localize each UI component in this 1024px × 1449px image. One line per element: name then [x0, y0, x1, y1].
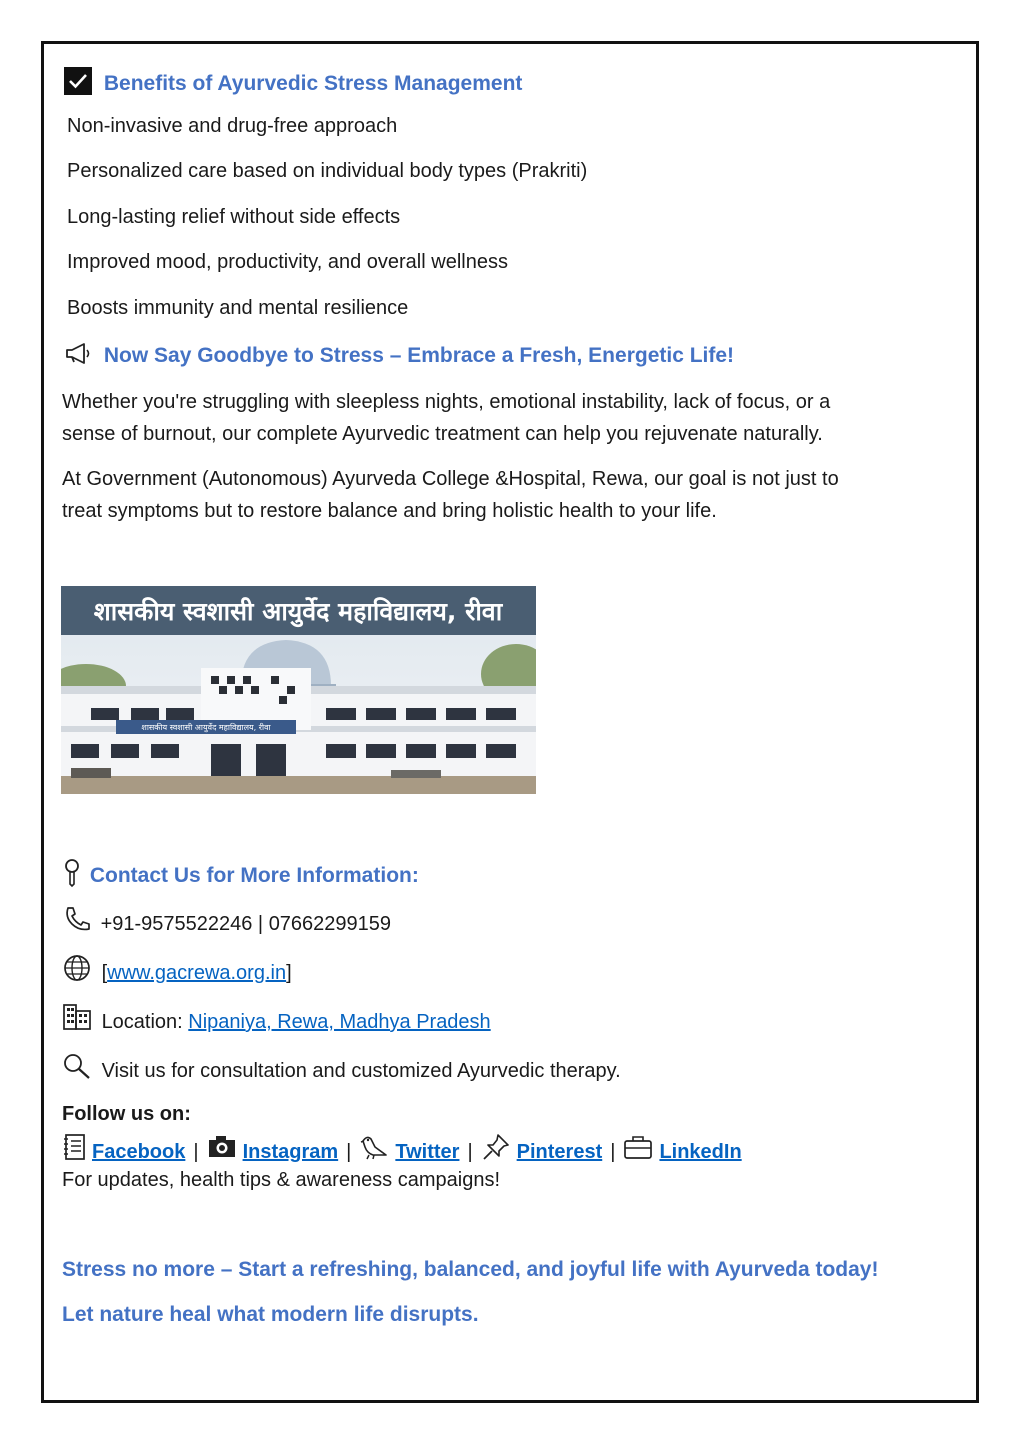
briefcase-icon [623, 1134, 653, 1170]
visit-text: Visit us for consultation and customized Ayurvedic therapy. [101, 1060, 621, 1082]
college-photo [61, 586, 536, 794]
closing-line-1: Stress no more – Start a refreshing, balanced, and joyful life with Ayurveda today! [62, 1258, 879, 1281]
goodbye-paragraph-2-line-1: At Government (Autonomous) Ayurveda College &Hospital, Rewa, our goal is not just to [62, 468, 839, 490]
contact-heading-row [62, 858, 419, 894]
photo-sign-text: शासकीय स्वशासी आयुर्वेद महाविद्यालय, रीवा [141, 723, 271, 732]
pinterest-link[interactable]: Pinterest [516, 1141, 603, 1163]
website-bracket-close: ] [286, 962, 292, 984]
facebook-link[interactable]: Facebook [92, 1141, 186, 1163]
website-row [62, 954, 292, 992]
goodbye-paragraph-1-line-2: sense of burnout, our complete Ayurvedic treatment can help you rejuvenate naturally. [62, 423, 823, 445]
photo-banner-text: शासकीय स्वशासी आयुर्वेद महाविद्यालय, रीवा [93, 597, 503, 626]
closing-line-2: Let nature heal what modern life disrupts. [62, 1303, 479, 1326]
phone-row [62, 905, 391, 943]
benefit-item: Personalized care based on individual body types (Prakriti) [67, 160, 588, 182]
follow-tagline: For updates, health tips & awareness campaigns! [62, 1169, 501, 1191]
goodbye-heading-row [64, 341, 734, 371]
magnifier-icon [62, 1052, 92, 1090]
separator: | [193, 1141, 199, 1163]
pin-icon [62, 858, 82, 894]
twitter-link[interactable]: Twitter [395, 1141, 460, 1163]
goodbye-paragraph-2-line-2: treat symptoms but to restore balance and bring holistic health to your life. [62, 500, 717, 522]
phone-numbers: +91-9575522246 | 07662299159 [100, 913, 392, 935]
benefit-item: Long-lasting relief without side effects [67, 206, 401, 228]
separator: | [610, 1141, 616, 1163]
location-row [62, 1003, 491, 1041]
contact-heading: Contact Us for More Information: [89, 864, 419, 887]
linkedin-link[interactable]: LinkedIn [659, 1141, 742, 1163]
building-icon [62, 1003, 92, 1041]
megaphone-icon [64, 341, 94, 371]
location-label: Location: [101, 1011, 189, 1033]
instagram-link[interactable]: Instagram [242, 1141, 339, 1163]
phone-icon [62, 905, 92, 943]
separator: | [467, 1141, 473, 1163]
visit-row [62, 1052, 621, 1090]
benefit-item: Improved mood, productivity, and overall wellness [67, 251, 508, 273]
website-link[interactable]: www.gacrewa.org.in [107, 962, 287, 984]
globe-icon [62, 954, 92, 992]
goodbye-heading: Now Say Goodbye to Stress – Embrace a Fresh, Energetic Life! [103, 344, 735, 367]
checkbox-checked-icon [64, 67, 92, 101]
benefits-heading: Benefits of Ayurvedic Stress Management [103, 72, 523, 95]
benefit-item: Non-invasive and drug-free approach [67, 115, 398, 137]
website-bracket-open: [ [101, 962, 108, 984]
benefit-item: Boosts immunity and mental resilience [67, 297, 409, 319]
benefits-heading-row [64, 67, 522, 101]
goodbye-paragraph-1-line-1: Whether you're struggling with sleepless nights, emotional instability, lack of focus, or a [62, 391, 831, 413]
follow-heading: Follow us on: [62, 1103, 191, 1125]
location-link[interactable]: Nipaniya, Rewa, Madhya Pradesh [188, 1011, 491, 1033]
separator: | [346, 1141, 352, 1163]
